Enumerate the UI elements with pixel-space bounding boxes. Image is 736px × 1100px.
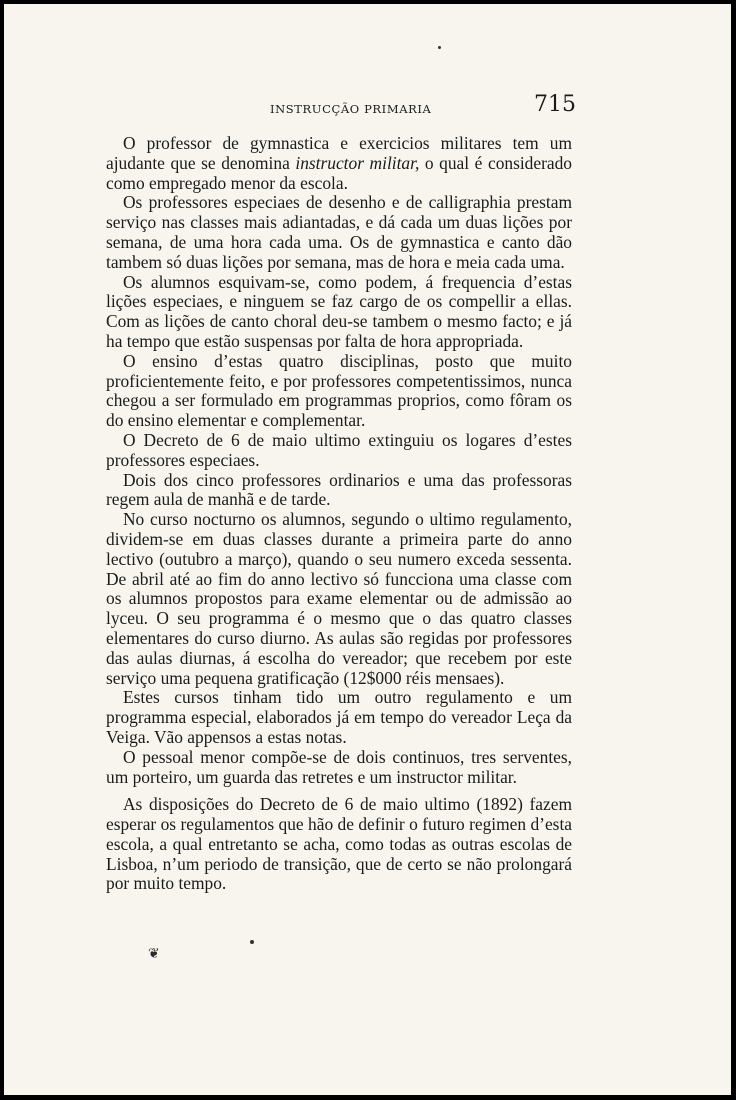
paragraph [106,431,572,471]
text-run: o qual é considerado como empregado menor da escola. [106,152,572,193]
text-run: O ensino d’estas quatro disciplinas, posto que muito proficientemente feito, e por professores competentissimos, nunca chegou a ser formulado em programmas proprios, como fôram os do ensino elementar e complementar. [106,350,572,431]
text-run: Os professores especiaes de desenho e de calligraphia prestam serviço nas classes mais adiantadas, e dá cada um duas lições por semana, de uma hora cada uma. Os de gymnastica e canto dão tambem só duas lições por semana, mas de hora e meia cada uma. [106,192,572,272]
printer-ornament-icon: ❦ [148,946,160,962]
paragraph [106,193,572,272]
body-text [106,134,572,894]
running-head: INSTRUCÇÃO PRIMARIA [270,102,432,116]
text-run: Estes cursos tinham tido um outro regulamento e um programma especial, elaborados já em tempo do vereador Leça da Veiga. Vão appensos a estas notas. [106,687,572,747]
paragraph [106,273,572,352]
paragraph [106,134,572,193]
paragraph [106,795,572,894]
text-run: Dois dos cinco professores ordinarios e uma das professoras regem aula de manhã e de tarde. [106,469,572,510]
paragraph [106,688,572,747]
print-speck [438,46,441,49]
print-speck [250,940,254,944]
text-run: Os alumnos esquivam-se, como podem, á frequencia d’estas lições especiaes, e ninguem se faz cargo de os compellir a ellas. Com as lições de canto choral deu-se tambem o mesmo facto; e já ha tempo que estão suspensas por falta de hora appropriada. [106,271,572,351]
paragraph [106,352,572,431]
text-run: As disposições do Decreto de 6 de maio ultimo (1892) fazem esperar os regulamentos que hão de definir o futuro regimen d’esta escola, a qual entretanto se acha, como todas as outras escolas de Lisboa, n’um periodo de transição, que de certo se não prolongará por muito tempo. [106,794,572,894]
italic-text: instructor militar, [295,152,420,173]
paragraph [106,748,572,788]
text-run: O Decreto de 6 de maio ultimo extinguiu os logares d’estes professores especiaes. [106,429,572,470]
paragraph [106,471,572,511]
page-number: 715 [534,92,576,117]
text-run: No curso nocturno os alumnos, segundo o ultimo regulamento, dividem-se em duas classes durante a primeira parte do anno lectivo (outubro a março), quando o seu numero exceda sessenta. De abril até ao fim do anno lectivo só funcciona uma classe com os alumnos propostos para exame elementar ou de admissão ao lyceu. O seu programma é o mesmo que o das quatro classes elementares do curso diurno. As aulas são regidas por professores das aulas diurnas, á escolha do vereador; que recebem por este serviço uma pequena gratificação (12$000 réis mensaes). [106,509,572,688]
paragraph [106,510,572,688]
text-run: O professor de gymnastica e exercicios militares tem um ajudante que se denomina [106,133,572,173]
scanned-page [4,4,731,1095]
text-run: O pessoal menor compõe-se de dois continuos, tres serventes, um porteiro, um guarda das retretes e um instructor militar. [106,746,572,787]
page-header [106,88,576,124]
